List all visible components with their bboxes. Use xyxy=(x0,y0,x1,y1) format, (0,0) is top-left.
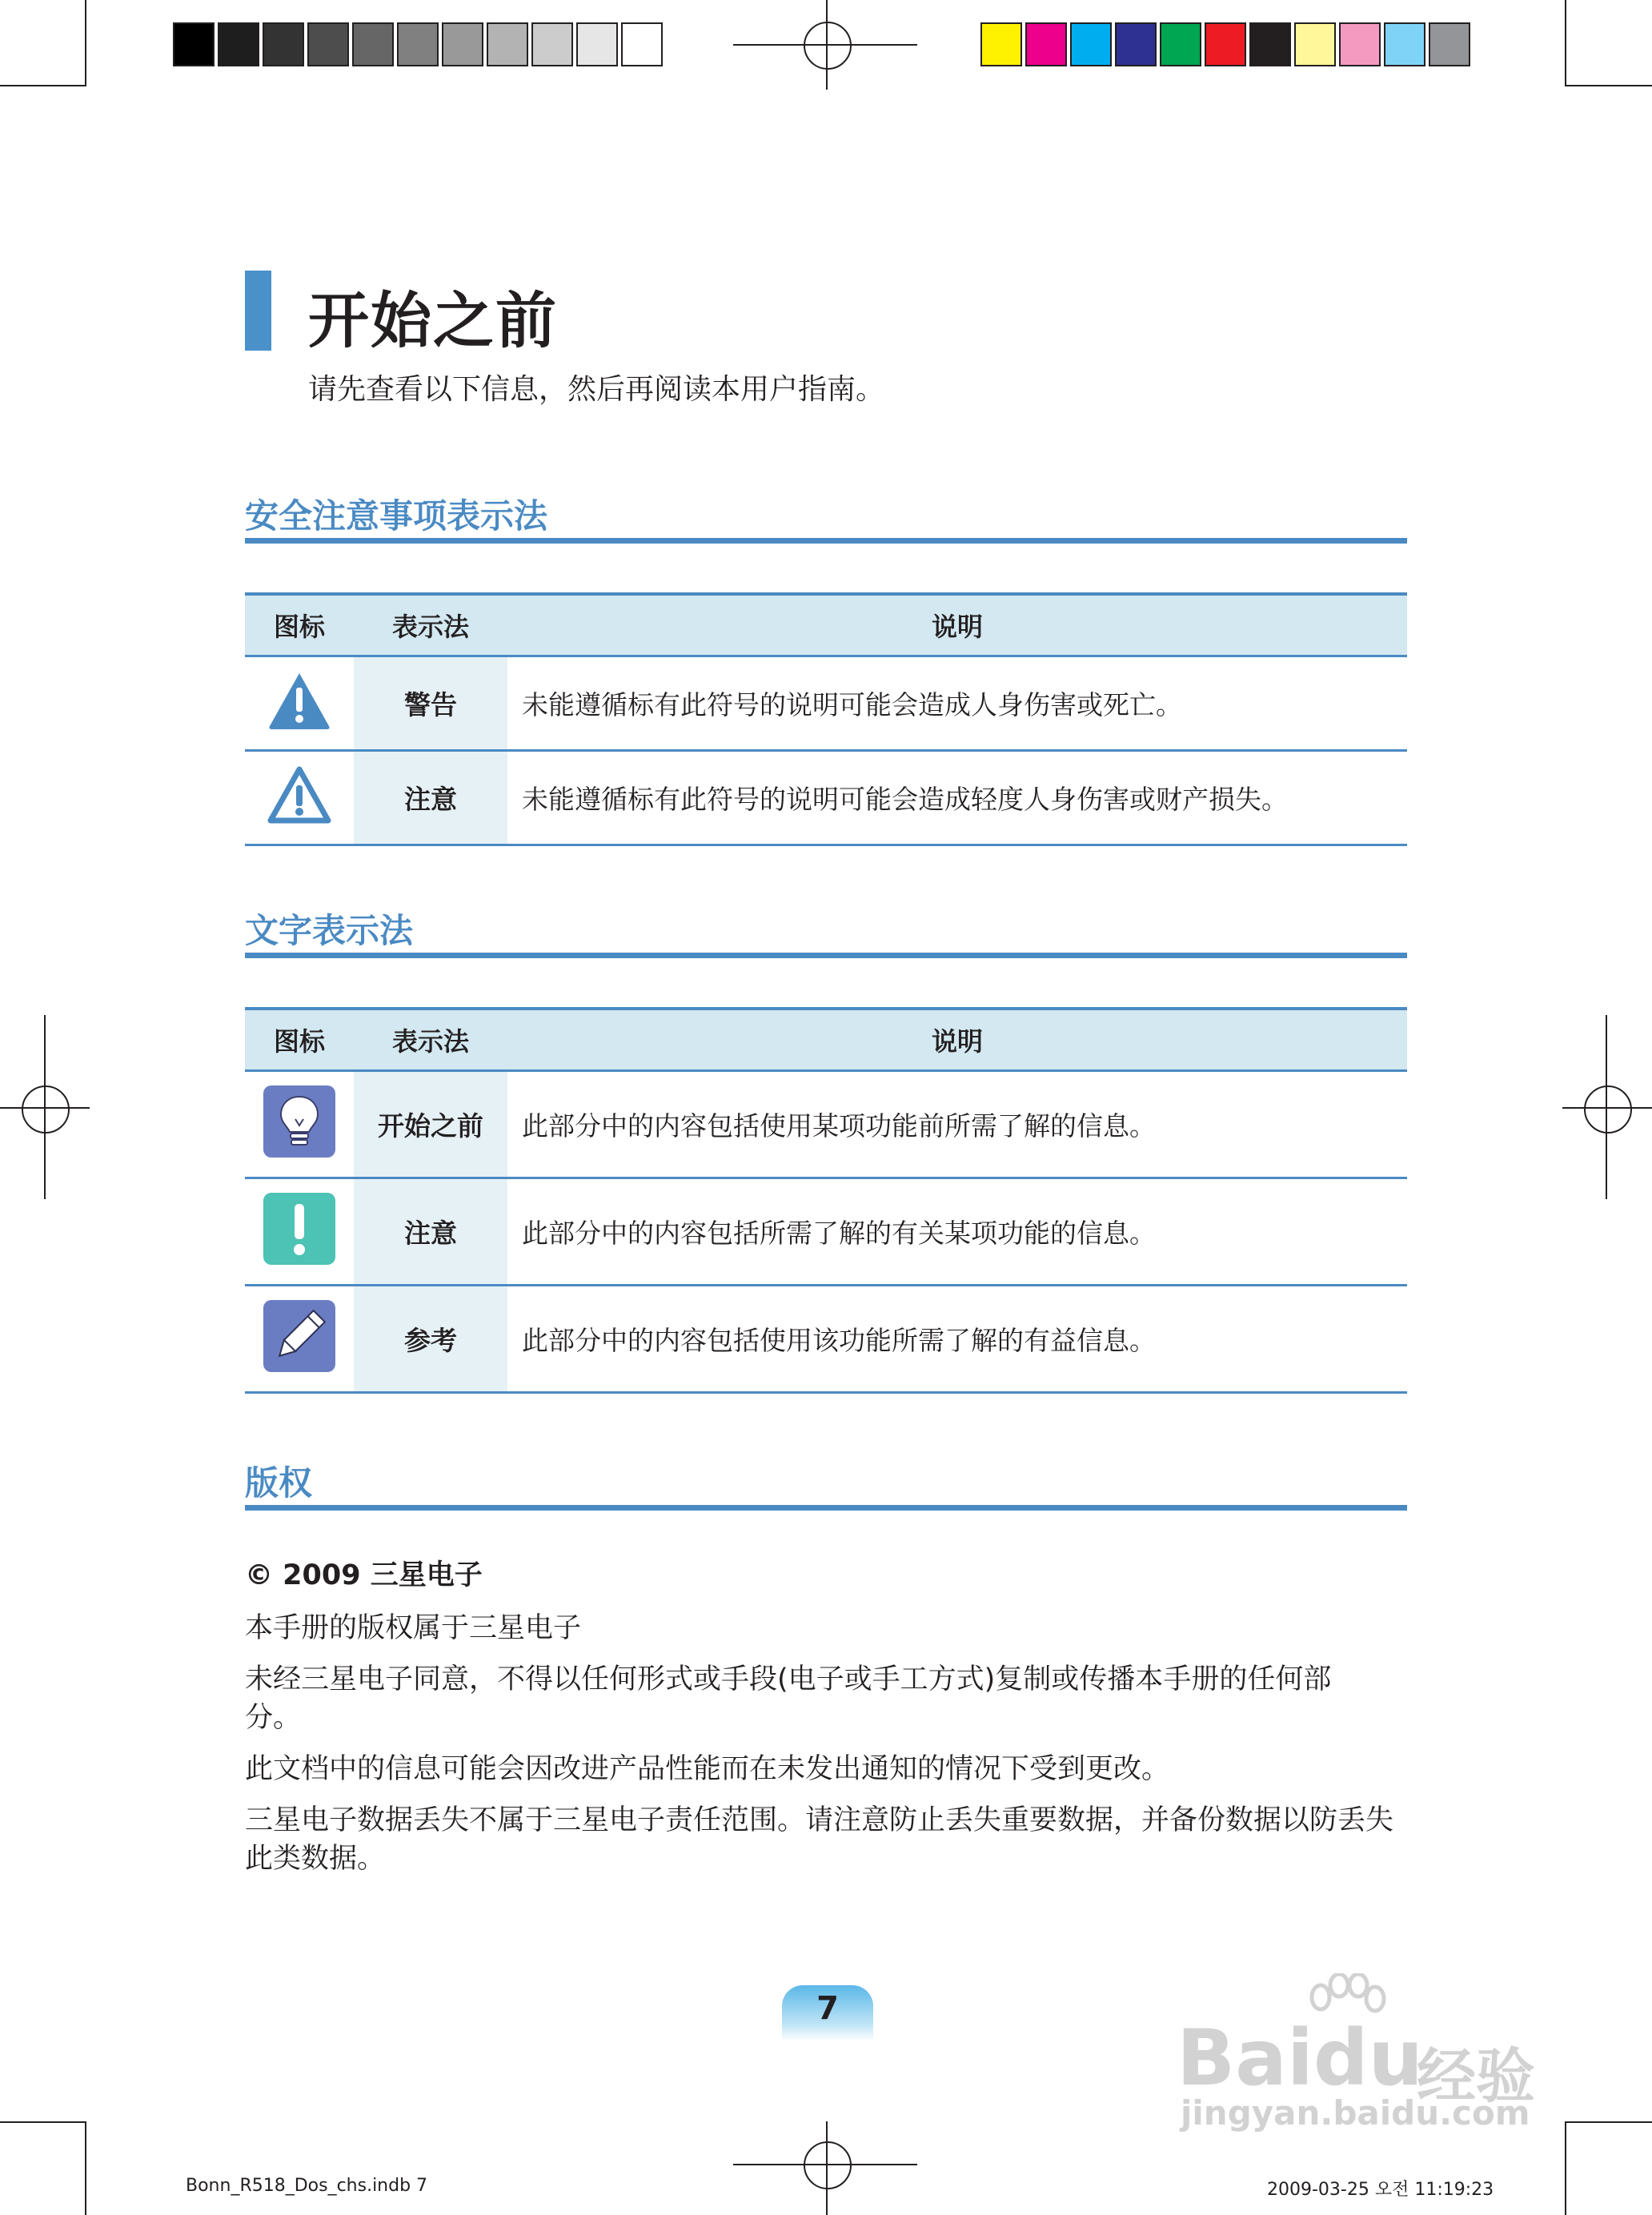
crosshair-circle xyxy=(804,22,852,70)
table-row xyxy=(245,751,1407,845)
column-header-notation: 表示法 xyxy=(354,1009,507,1071)
footer-file: Bonn_R518_Dos_chs.indb 7 xyxy=(186,2176,428,2196)
watermark-brand: Bai xyxy=(1177,2013,1313,2103)
section-heading-copyright: 版权 xyxy=(245,1463,313,1503)
calibration-swatch xyxy=(442,22,483,66)
crosshair-circle xyxy=(1584,1085,1632,1134)
watermark-url: jingyan.baidu.com xyxy=(1181,2093,1530,2133)
notation-label: 警告 xyxy=(354,656,507,751)
calibration-swatch xyxy=(218,22,259,66)
exclamation-icon xyxy=(263,1240,335,1271)
table-header-row xyxy=(245,594,1407,656)
calibration-swatch xyxy=(307,22,349,66)
watermark-cn: 经验 xyxy=(1417,2042,1535,2111)
column-header-icon: 图标 xyxy=(245,594,354,656)
section-heading-text-notation: 文字表示法 xyxy=(245,911,414,950)
pencil-icon xyxy=(263,1347,335,1378)
notation-description: 此部分中的内容包括使用某项功能前所需了解的信息。 xyxy=(507,1071,1407,1178)
table-row xyxy=(245,656,1407,751)
table-row xyxy=(245,1071,1407,1178)
calibration-swatch xyxy=(1294,22,1336,66)
notation-label: 注意 xyxy=(354,1178,507,1286)
title-accent-bar xyxy=(245,271,271,351)
column-header-description: 说明 xyxy=(507,1009,1407,1071)
calibration-swatch xyxy=(1160,22,1201,66)
page-subtitle: 请先查看以下信息，然后再阅读本用户指南。 xyxy=(308,373,885,406)
calibration-swatch xyxy=(980,22,1022,66)
watermark xyxy=(1177,1973,1553,2133)
section-heading-safety: 安全注意事项表示法 xyxy=(245,496,548,536)
column-header-description: 说明 xyxy=(507,594,1407,656)
watermark-brand-tail: du xyxy=(1313,2013,1423,2103)
calibration-swatch xyxy=(1249,22,1291,66)
copyright-change-notice: 此文档中的信息可能会因改进产品性能而在未发出通知的情况下受到更改。 xyxy=(245,1753,1170,1785)
calibration-swatch xyxy=(1025,22,1067,66)
lightbulb-icon xyxy=(263,1133,335,1164)
notation-label: 注意 xyxy=(354,751,507,845)
table-row xyxy=(245,1286,1407,1393)
caution-outline-triangle-icon xyxy=(267,801,332,832)
crosshair-circle xyxy=(804,2141,852,2189)
calibration-swatch xyxy=(1070,22,1112,66)
calibration-swatch xyxy=(1429,22,1470,66)
calibration-swatch xyxy=(1205,22,1246,66)
calibration-swatch xyxy=(621,22,663,66)
notation-label: 开始之前 xyxy=(354,1071,507,1178)
table-header-row xyxy=(245,1009,1407,1071)
calibration-swatch xyxy=(173,22,215,66)
page-number: 7 xyxy=(816,1990,839,2027)
footer-timestamp: 2009-03-25 오전 11:19:23 xyxy=(1267,2180,1494,2200)
warning-filled-triangle-icon xyxy=(267,706,332,737)
notation-description: 此部分中的内容包括使用该功能所需了解的有益信息。 xyxy=(507,1286,1407,1393)
copyright-reproduction: 未经三星电子同意，不得以任何形式或手段(电子或手工方式)复制或传播本手册的任何部分。 xyxy=(245,1663,1332,1734)
crosshair-circle xyxy=(22,1085,70,1134)
text-notation-table xyxy=(245,1007,1407,1394)
section-rule xyxy=(245,1505,1407,1511)
notation-description: 未能遵循标有此符号的说明可能会造成轻度人身伤害或财产损失。 xyxy=(507,751,1407,845)
copyright-notice: © 2009 三星电子 xyxy=(245,1559,483,1591)
safety-table xyxy=(245,592,1407,846)
notation-description: 此部分中的内容包括所需了解的有关某项功能的信息。 xyxy=(507,1178,1407,1286)
section-rule xyxy=(245,538,1407,544)
notation-description: 未能遵循标有此符号的说明可能会造成人身伤害或死亡。 xyxy=(507,656,1407,751)
calibration-swatch xyxy=(397,22,439,66)
copyright-data-loss: 三星电子数据丢失不属于三星电子责任范围。请注意防止丢失重要数据，并备份数据以防丢失此类数据。 xyxy=(245,1804,1394,1875)
calibration-swatch xyxy=(1115,22,1157,66)
page-title: 开始之前 xyxy=(308,285,558,356)
section-rule xyxy=(245,953,1407,958)
table-row xyxy=(245,1178,1407,1286)
notation-label: 参考 xyxy=(354,1286,507,1393)
calibration-swatch xyxy=(576,22,618,66)
column-header-notation: 表示法 xyxy=(354,594,507,656)
calibration-swatch xyxy=(487,22,528,66)
calibration-swatch xyxy=(263,22,304,66)
calibration-swatch xyxy=(352,22,394,66)
column-header-icon: 图标 xyxy=(245,1009,354,1071)
calibration-swatch xyxy=(531,22,573,66)
calibration-swatch xyxy=(1384,22,1425,66)
copyright-owner: 本手册的版权属于三星电子 xyxy=(245,1612,582,1644)
calibration-swatch xyxy=(1339,22,1381,66)
